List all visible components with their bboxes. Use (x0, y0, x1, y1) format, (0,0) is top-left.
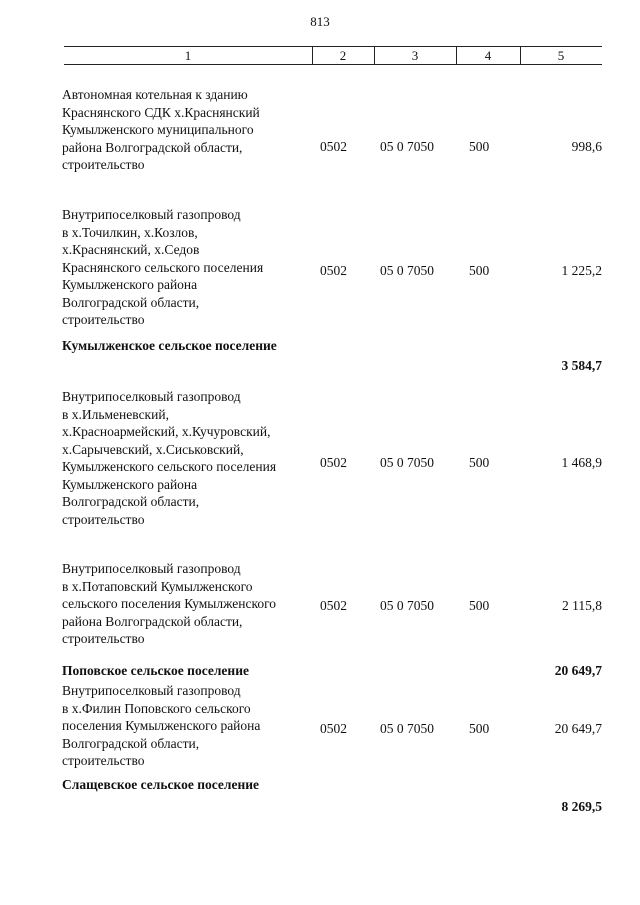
page-number: 813 (310, 14, 330, 29)
row-section-code: 0502 (320, 721, 347, 736)
row-target-code: 05 0 7050 (380, 721, 434, 736)
table-row (62, 682, 602, 772)
table-row (62, 388, 602, 530)
row-section-code: 0502 (320, 598, 347, 613)
row-target-code: 05 0 7050 (380, 139, 434, 154)
table-header (64, 46, 602, 66)
row-sum: 998,6 (571, 139, 602, 154)
row-expense-type: 500 (469, 139, 490, 154)
section-title: Поповское сельское поселение (62, 663, 249, 678)
row-sum: 1 225,2 (561, 263, 602, 278)
row-description: Внутрипоселковый газопровод в х.Точилкин, х.Козлов, х.Краснянский, х.Седов Краснянского сельского поселения Кумылженского района Волгоградской области, строительство (62, 207, 264, 327)
header-bottom-rule (64, 64, 602, 65)
row-description: Внутрипоселковый газопровод в х.Потаповский Кумылженского сельского поселения Кумылженского района Волгоградской области, строительство (62, 561, 277, 646)
row-target-code: 05 0 7050 (380, 598, 434, 613)
section-title: Кумылженское сельское поселение (62, 338, 277, 353)
row-sum: 1 468,9 (561, 455, 602, 470)
row-description: Внутрипоселковый газопровод в х.Ильменевский, х.Красноармейский, х.Кучуровский, х.Сарычевский, х.Сиськовский, Кумылженского сельского поселения Кумылженского района Волгоградской области, строительство (62, 389, 277, 527)
row-expense-type: 500 (469, 598, 490, 613)
row-section-code: 0502 (320, 139, 347, 154)
header-col-1: 1 (184, 48, 192, 63)
row-description: Внутрипоселковый газопровод в х.Филин Поповского сельского поселения Кумылженского района Волгоградской области, строительство (62, 683, 261, 768)
row-expense-type: 500 (469, 263, 490, 278)
section-total: 3 584,7 (561, 358, 602, 373)
row-target-code: 05 0 7050 (380, 263, 434, 278)
section-total: 20 649,7 (554, 663, 602, 678)
row-sum: 2 115,8 (562, 598, 602, 613)
row-sum: 20 649,7 (554, 721, 602, 736)
section-total: 8 269,5 (561, 799, 602, 814)
row-description: Автономная котельная к зданию Краснянского СДК х.Краснянский Кумылженского муниципального района Волгоградской области, строительство (62, 87, 260, 172)
table-row (62, 560, 602, 650)
row-expense-type: 500 (469, 455, 490, 470)
header-col-4: 4 (484, 48, 492, 63)
header-col-3: 3 (411, 48, 419, 63)
header-top-rule (64, 46, 602, 47)
table-row (62, 86, 602, 178)
table-row (62, 206, 602, 332)
section-title: Слащевское сельское поселение (62, 777, 259, 792)
row-target-code: 05 0 7050 (380, 455, 434, 470)
row-section-code: 0502 (320, 455, 347, 470)
header-col-5: 5 (557, 48, 565, 63)
row-expense-type: 500 (469, 721, 490, 736)
row-section-code: 0502 (320, 263, 347, 278)
header-col-2: 2 (339, 48, 347, 63)
